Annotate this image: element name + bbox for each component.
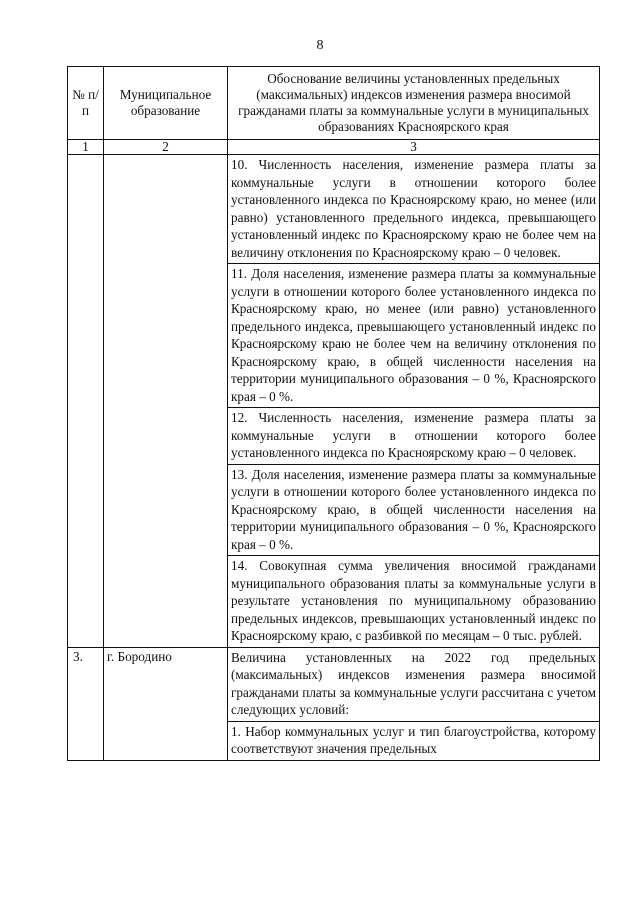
table-row [68,647,600,760]
column-number-1: 1 [68,140,104,155]
paragraph-1: 1. Набор коммунальных услуг и тип благоустройства, которому соответствуют значения предельных [228,721,599,760]
paragraph-11: 11. Доля населения, изменение размера платы за коммунальные услуги в отношении которого более установленного индекса по Красноярскому краю, но менее (или равно) установленного предельного индекса, превышающего установленный индекс по Красноярскому краю не более чем на величину отклонения по Красноярскому краю, в общей численности населения на территории муниципального образования – 0 %, Красноярского края – 0 %. [228,263,599,407]
paragraph-13: 13. Доля населения, изменение размера платы за коммунальные услуги в отношении которого более установленного индекса по Красноярскому краю, в общей численности населения на территории муниципального образования – 0 %, Красноярского края – 0 %. [228,464,599,556]
row-number: 3. [68,647,104,760]
row-municipality: г. Бородино [104,647,228,760]
column-number-row [68,140,600,155]
table-row [68,155,600,648]
row-municipality [104,155,228,648]
header-num: № п/п [68,67,104,140]
header-justification: Обоснование величины установленных предельных (максимальных) индексов изменения размера вносимой гражданами платы за коммунальные услуги в муниципальных образованиях Красноярского края [228,67,600,140]
table-header-row [68,67,600,140]
paragraph-intro: Величина установленных на 2022 год предельных (максимальных) индексов изменения размера вносимой гражданами платы за коммунальные услуги рассчитана с учетом следующих условий: [231,649,596,717]
indices-table [67,66,600,761]
row-justification [228,647,600,760]
row-number [68,155,104,648]
column-number-3: 3 [228,140,600,155]
row-justification [228,155,600,648]
paragraph-12: 12. Численность населения, изменение размера платы за коммунальные услуги в отношении которого более установленного индекса по Красноярскому краю – 0 человек. [228,407,599,464]
paragraph-10: 10. Численность населения, изменение размера платы за коммунальные услуги в отношении которого более установленного индекса по Красноярскому краю, но менее (или равно) установленного предельного индекса, превышающего установленный индекс по Красноярскому краю не более чем на величину отклонения по Красноярскому краю – 0 человек. [231,157,596,260]
header-municipality: Муниципальное образование [104,67,228,140]
column-number-2: 2 [104,140,228,155]
paragraph-14: 14. Совокупная сумма увеличения вносимой гражданами муниципального образования платы за коммунальные услуги в результате установления по муниципальному образованию предельных индексов, превышающих установленный индекс по Красноярскому краю, с разбивкой по месяцам – 0 тыс. рублей. [228,555,599,647]
page-number: 8 [316,38,324,53]
